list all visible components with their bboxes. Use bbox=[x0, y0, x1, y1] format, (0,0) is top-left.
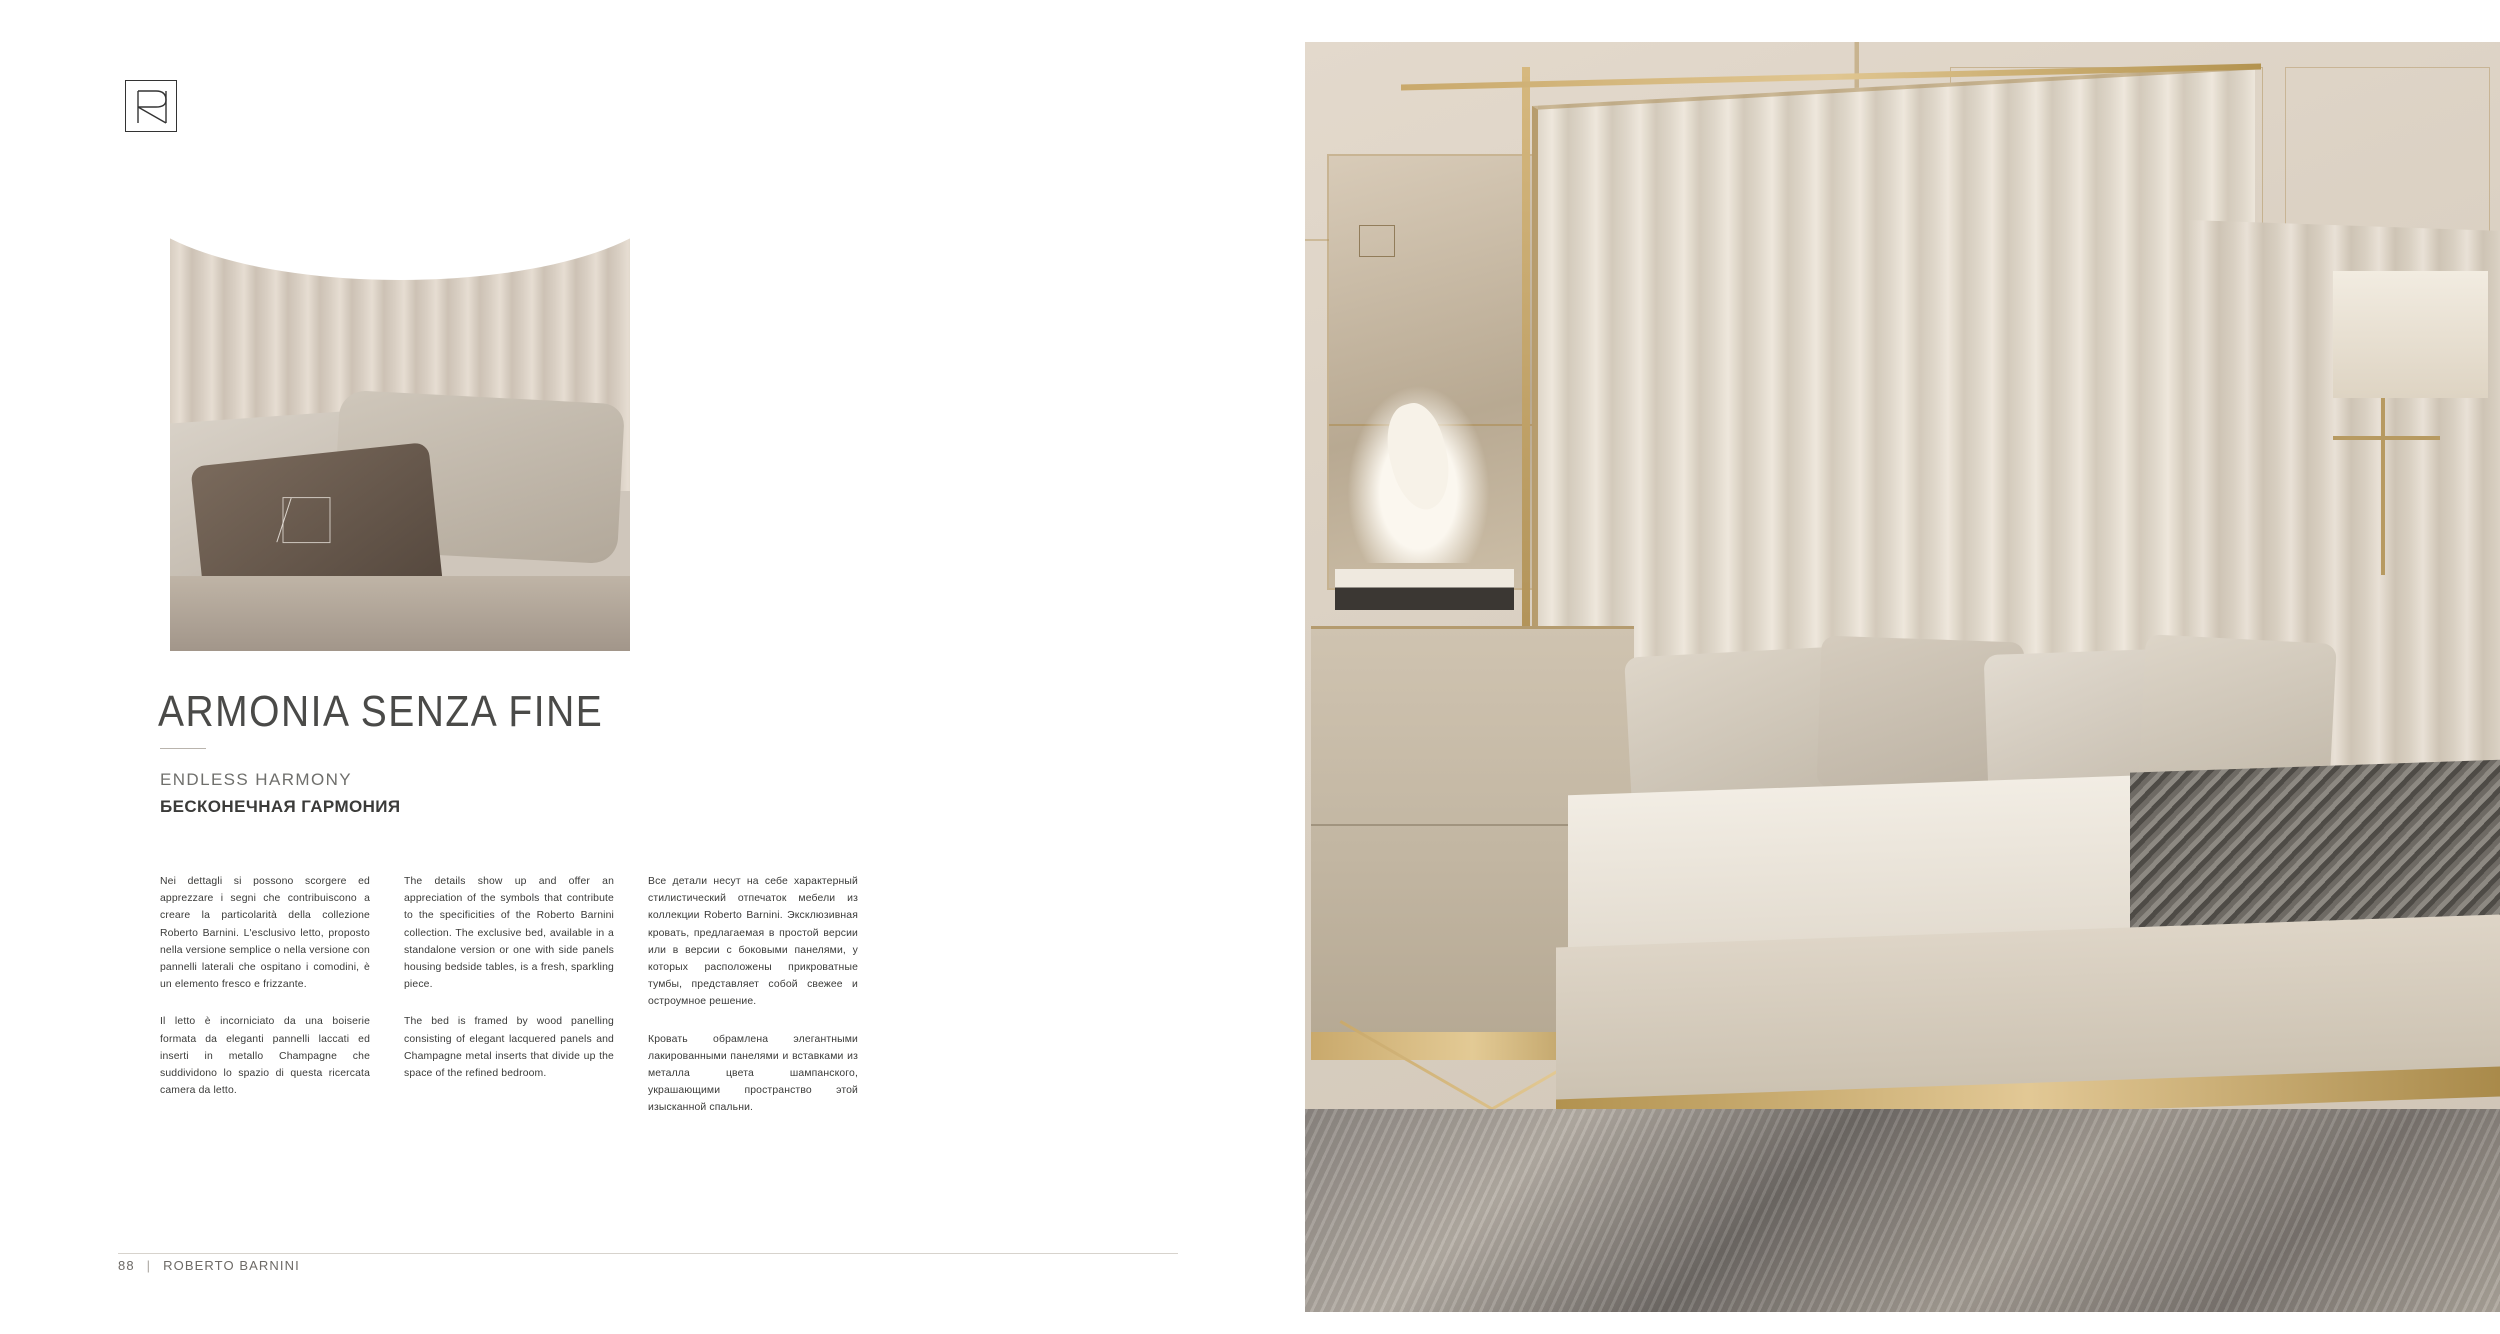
marble-floor bbox=[1305, 1109, 2500, 1312]
paragraph: Кровать обрамлена элегантными лакированными панелями и вставками из металла цвета шампанского, украшающими пространство этой изысканной спальни. bbox=[648, 1033, 858, 1114]
bedroom-interior-photo bbox=[1305, 42, 2500, 1312]
paragraph: Il letto è incorniciato da una boiserie formata da eleganti pannelli laccati ed inserti in metallo Champagne che suddividono lo spazio di questa ricercata camera da letto. bbox=[160, 1016, 370, 1097]
subtitle-russian: БЕСКОНЕЧНАЯ ГАРМОНИЯ bbox=[160, 797, 401, 816]
footer-separator: | bbox=[146, 1258, 152, 1273]
roberto-barnini-logo-icon bbox=[125, 80, 177, 132]
footer-brand-name: ROBERTO BARNINI bbox=[163, 1258, 300, 1273]
wall-lamp-arm bbox=[2381, 398, 2385, 576]
paragraph: Nei dettagli si possono scorgere ed apprezzare i segni che contribuiscono a creare la particolarità della collezione Roberto Barnini. L'esclusivo letto, proposto nella versione semplice o nella versione con pannelli laterali che ospitano i comodini, è un elemento fresco e frizzante. bbox=[160, 876, 370, 991]
paragraph: The bed is framed by wood panelling consisting of elegant lacquered panels and Champagne metal inserts that divide up the space of the refined bedroom. bbox=[404, 1016, 614, 1080]
bed-base-strip bbox=[170, 576, 630, 651]
orchid-sculpture bbox=[1347, 385, 1490, 563]
page-title: ARMONIA SENZA FINE bbox=[158, 688, 604, 737]
bed-pillow-1 bbox=[1624, 646, 1847, 809]
title-divider bbox=[160, 748, 206, 749]
stacked-books bbox=[1335, 569, 1514, 610]
paragraph: The details show up and offer an appreciation of the symbols that contribute to the specificities of the Roberto Barnini collection. The exclusive bed, available in a standalone version or one with side panels housing bedside tables, is a fresh, sparkling piece. bbox=[404, 876, 614, 991]
text-column-russian bbox=[648, 873, 858, 1117]
wall-lamp-bracket bbox=[2333, 436, 2441, 440]
subtitle-english: ENDLESS HARMONY bbox=[160, 770, 352, 789]
footer-divider bbox=[118, 1253, 1178, 1254]
footer-page-number: 88 bbox=[118, 1258, 135, 1273]
mirror-monogram-icon bbox=[1359, 225, 1395, 257]
cushion-monogram-icon bbox=[282, 496, 330, 542]
text-column-italian bbox=[160, 873, 370, 1117]
page-footer bbox=[118, 1258, 300, 1273]
wall-lamp-shade bbox=[2333, 271, 2488, 398]
body-text-columns bbox=[160, 873, 860, 1117]
paragraph: Все детали несут на себе характерный стилистический отпечаток мебели из коллекции Roberto Barnini. Эксклюзивная кровать, предлагаемая в простой версии или в версии с боковыми панелями, у которых расположены прикроватные тумбы, представляет собой свежее и остроумное решение. bbox=[648, 876, 858, 1008]
text-column-english bbox=[404, 873, 614, 1117]
bed-headboard-detail-photo bbox=[170, 181, 630, 651]
